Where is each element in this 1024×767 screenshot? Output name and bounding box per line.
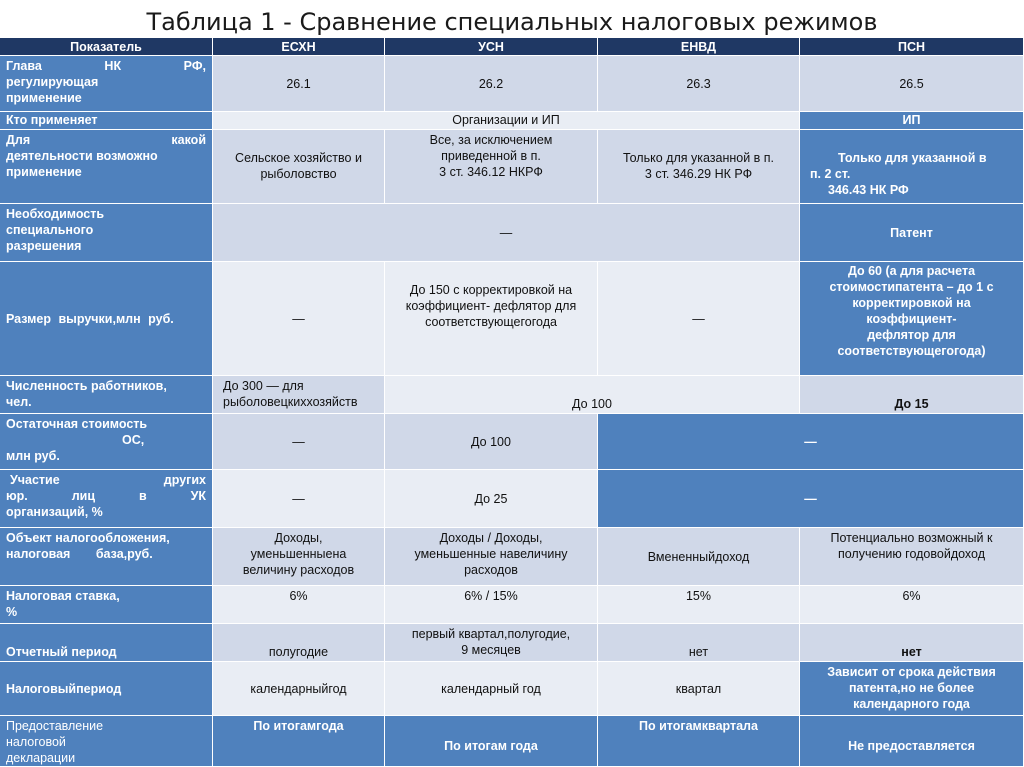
cell-tax-period-psn <box>800 662 1024 716</box>
cell-line: До 60 (а для расчета <box>847 264 976 278</box>
cell-line: уменьшенныена <box>250 547 347 561</box>
row-label-chapter <box>0 56 213 112</box>
row-label-activity <box>0 130 213 204</box>
cell-tax-period-usn: календарный год <box>385 662 598 716</box>
row-label-line: разрешения <box>6 239 82 253</box>
row-label-line: Численность работников, <box>6 379 167 393</box>
cell-residual-eshn: — <box>213 414 385 470</box>
row-label-line: Участие других <box>10 473 206 487</box>
cell-line: Доходы / Доходы, <box>439 531 543 545</box>
row-label-line: применение <box>6 165 82 179</box>
cell-line: Зависит от срока действия <box>827 665 996 679</box>
cell-reporting-psn: нет <box>800 624 1024 662</box>
row-label-line: организаций, % <box>6 505 103 519</box>
cell-line: расходов <box>464 563 518 577</box>
row-label-line: Объект налогообложения, <box>6 531 170 545</box>
cell-activity-eshn <box>213 130 385 204</box>
row-label-line: налоговая база,руб. <box>6 547 153 561</box>
cell-line: До 150 с корректировкой на <box>409 283 573 297</box>
cell-participation-usn: До 25 <box>385 470 598 528</box>
cell-declaration-eshn: По итогамгода <box>213 716 385 767</box>
row-label-line: специального <box>6 223 94 237</box>
cell-line: коэффициент- <box>866 312 957 326</box>
row-label-line: декларации <box>6 751 76 765</box>
cell-object-usn <box>385 528 598 586</box>
column-header-indicator: Показатель <box>0 38 213 56</box>
cell-object-psn <box>800 528 1024 586</box>
cell-line: рыболовство <box>260 167 337 181</box>
cell-chapter-eshn: 26.1 <box>213 56 385 112</box>
row-label-line: ОС, <box>122 433 145 447</box>
cell-line: первый квартал,полугодие, <box>411 627 571 641</box>
row-label-line: Глава НК РФ, <box>6 59 206 73</box>
row-label-line: налоговой <box>6 735 66 749</box>
cell-declaration-psn: Не предоставляется <box>800 716 1024 767</box>
row-label-declaration <box>0 716 213 767</box>
cell-staff-psn: До 15 <box>800 376 1024 414</box>
cell-rate-usn: 6% / 15% <box>385 586 598 624</box>
cell-staff-eshn <box>213 376 385 414</box>
cell-line: 3 ст. 346.12 НКРФ <box>439 165 543 179</box>
cell-line: получению годовойдоход <box>837 547 985 561</box>
cell-line: стоимостипатента – до 1 с <box>829 280 994 294</box>
cell-activity-envd <box>598 130 800 204</box>
cell-reporting-envd: нет <box>598 624 800 662</box>
cell-reporting-eshn: полугодие <box>213 624 385 662</box>
cell-line: соответствующегогода) <box>837 344 986 358</box>
cell-revenue-envd: — <box>598 262 800 376</box>
cell-rate-envd: 15% <box>598 586 800 624</box>
cell-participation-eshn: — <box>213 470 385 528</box>
row-label-line: Налоговая ставка, <box>6 589 120 603</box>
cell-who-psn: ИП <box>800 112 1024 130</box>
cell-activity-psn <box>800 130 1024 204</box>
cell-line: соответствующегогода <box>425 315 557 329</box>
cell-line: рыболовецкиххозяйств <box>223 395 358 409</box>
cell-who-eshn-usn-envd: Организации и ИП <box>213 112 800 130</box>
column-header-psn: ПСН <box>800 38 1024 56</box>
cell-line: 9 месяцев <box>461 643 521 657</box>
cell-line: п. 2 ст. <box>810 167 851 181</box>
row-label-line: регулирующая <box>6 75 99 89</box>
cell-object-eshn <box>213 528 385 586</box>
cell-residual-usn: До 100 <box>385 414 598 470</box>
column-header-eshn: ЕСХН <box>213 38 385 56</box>
row-label-residual <box>0 414 213 470</box>
cell-line: дефлятор для <box>867 328 956 342</box>
row-label-line: чел. <box>6 395 32 409</box>
cell-declaration-envd: По итогамквартала <box>598 716 800 767</box>
row-label-revenue: Размер выручки,млн руб. <box>0 262 213 376</box>
cell-rate-eshn: 6% <box>213 586 385 624</box>
cell-line: величину расходов <box>242 563 355 577</box>
row-label-line: Остаточная стоимость <box>6 417 148 431</box>
cell-line: патента,но не более <box>848 681 975 695</box>
row-label-line: юр. лиц в УК <box>6 489 206 503</box>
row-label-line: Предоставление <box>6 719 104 733</box>
cell-reporting-usn <box>385 624 598 662</box>
cell-chapter-psn: 26.5 <box>800 56 1024 112</box>
cell-line: корректировкой на <box>852 296 971 310</box>
cell-revenue-usn <box>385 262 598 376</box>
column-header-envd: ЕНВД <box>598 38 800 56</box>
cell-line: До 300 — для <box>223 379 304 393</box>
cell-line: уменьшенные навеличину <box>414 547 568 561</box>
cell-chapter-usn: 26.2 <box>385 56 598 112</box>
cell-revenue-eshn: — <box>213 262 385 376</box>
row-label-line: Необходимость <box>6 207 105 221</box>
row-label-reporting: Отчетный период <box>0 624 213 662</box>
cell-line: Только для указанной в <box>838 151 987 165</box>
row-label-line: применение <box>6 91 82 105</box>
row-label-line: % <box>6 605 18 619</box>
cell-line: коэффициент- дефлятор для <box>405 299 577 313</box>
row-label-participation <box>0 470 213 528</box>
cell-residual-envd-psn: — <box>598 414 1024 470</box>
cell-declaration-usn: По итогам года <box>385 716 598 767</box>
row-label-permit <box>0 204 213 262</box>
cell-line: календарного года <box>853 697 970 711</box>
cell-permit-eshn-usn-envd: — <box>213 204 800 262</box>
cell-line: Только для указанной в п. <box>622 151 775 165</box>
cell-revenue-psn <box>800 262 1024 376</box>
cell-line: приведенной в п. <box>441 149 541 163</box>
cell-line: Все, за исключением <box>429 133 553 147</box>
cell-tax-period-envd: квартал <box>598 662 800 716</box>
row-label-object <box>0 528 213 586</box>
row-label-rate <box>0 586 213 624</box>
row-label-who: Кто применяет <box>0 112 213 130</box>
cell-object-envd: Вмененныйдоход <box>598 528 800 586</box>
column-header-usn: УСН <box>385 38 598 56</box>
cell-line: 346.43 НК РФ <box>828 183 909 197</box>
cell-activity-usn <box>385 130 598 204</box>
cell-line: Сельское хозяйство и <box>235 151 362 165</box>
row-label-line: деятельности возможно <box>6 149 158 163</box>
cell-tax-period-eshn: календарныйгод <box>213 662 385 716</box>
cell-line: Потенциально возможный к <box>830 531 993 545</box>
row-label-line: млн руб. <box>6 449 60 463</box>
page-title: Таблица 1 - Сравнение специальных налоговых режимов <box>146 8 878 36</box>
row-label-staff <box>0 376 213 414</box>
cell-rate-psn: 6% <box>800 586 1024 624</box>
cell-line: Доходы, <box>274 531 323 545</box>
cell-line: 3 ст. 346.29 НК РФ <box>644 167 753 181</box>
cell-permit-psn: Патент <box>800 204 1024 262</box>
cell-staff-usn-envd: До 100 <box>385 376 800 414</box>
cell-chapter-envd: 26.3 <box>598 56 800 112</box>
row-label-tax-period: Налоговыйпериод <box>0 662 213 716</box>
row-label-line: Для какой <box>6 133 206 147</box>
cell-participation-envd-psn: — <box>598 470 1024 528</box>
